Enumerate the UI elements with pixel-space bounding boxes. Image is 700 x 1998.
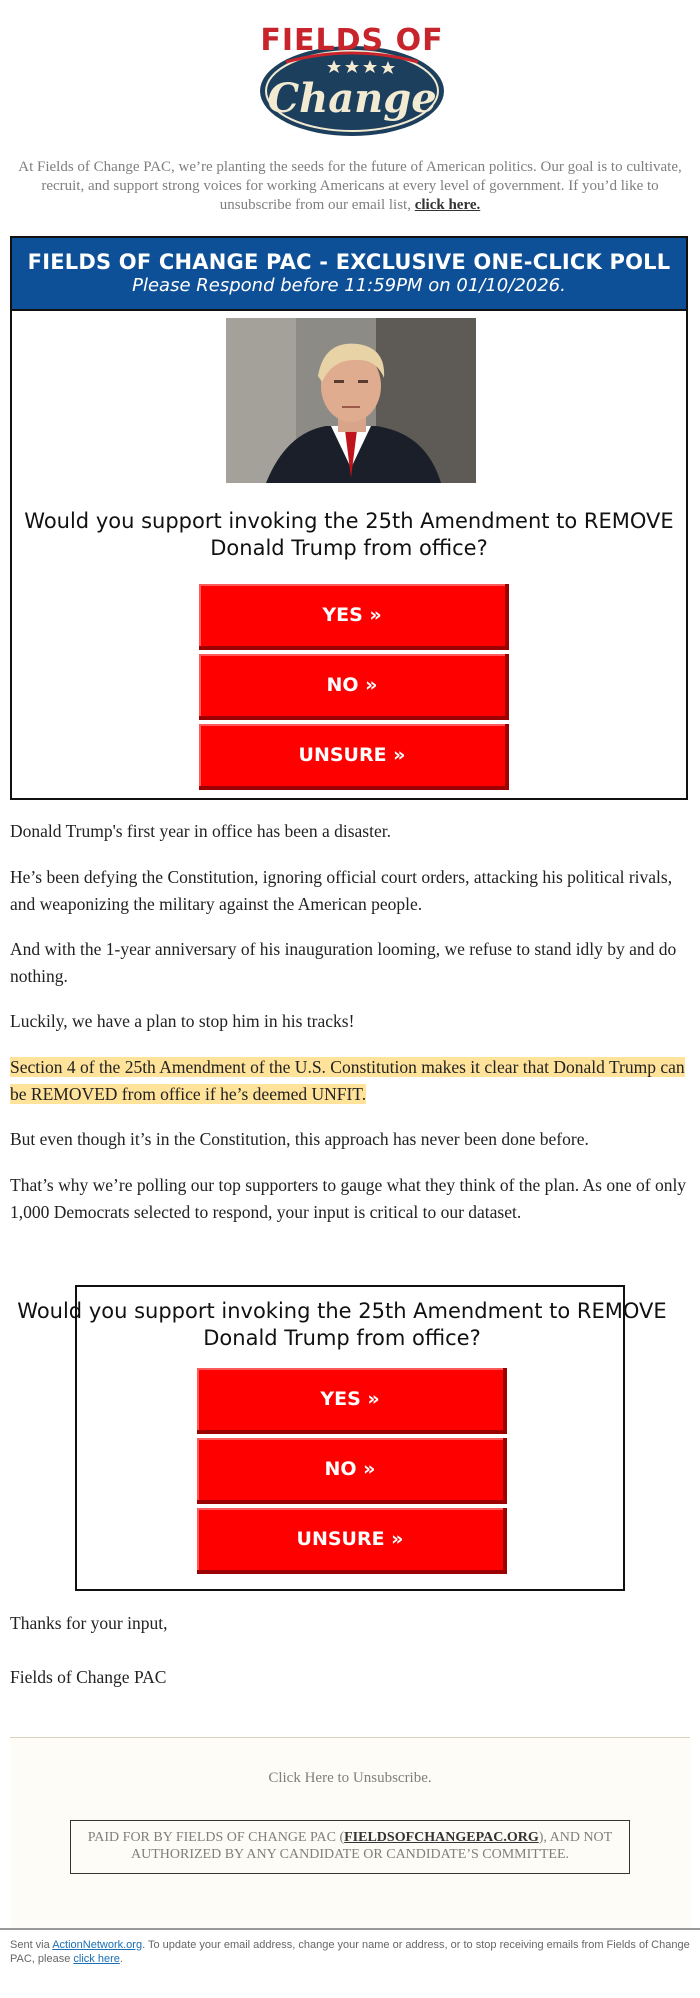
body-paragraph-1: Donald Trump's first year in office has been a disaster. (10, 821, 391, 841)
sent-via-note: Sent via ActionNetwork.org. To update your email address, change your name or address, or to stop receiving emails from Fields of Change PAC, please click here. (10, 1939, 690, 1965)
body-paragraph-2: He’s been defying the Constitution, ignoring official court orders, attacking his political rivals, and weaponizing the military against the American people. (10, 867, 673, 914)
poll-header (12, 238, 686, 311)
closing-signature: Fields of Change PAC (10, 1667, 167, 1687)
pac-website-link[interactable]: FIELDSOFCHANGEPAC.ORG (344, 1830, 539, 1845)
yes-button[interactable]: YES » (199, 584, 509, 650)
poll-header-subtitle: Please Respond before 11:59PM on 01/10/2026. (132, 275, 566, 296)
closing-thanks: Thanks for your input, (10, 1613, 168, 1633)
poll-box (10, 236, 688, 800)
body-paragraph-6: But even though it’s in the Constitution, this approach has never been done before. (10, 1129, 589, 1149)
unsure-button[interactable]: UNSURE » (199, 724, 509, 790)
paid-for-disclaimer: PAID FOR BY FIELDS OF CHANGE PAC (FIELDSOFCHANGEPAC.ORG), AND NOT AUTHORIZED BY ANY CANDIDATE OR CANDIDATE’S COMMITTEE. (70, 1820, 630, 1874)
body-paragraph-5 (10, 1054, 690, 1108)
body-paragraph-4: Luckily, we have a plan to stop him in his tracks! (10, 1011, 355, 1031)
poll-question-2: Would you support invoking the 25th Amendment to REMOVE Donald Trump from office? (17, 1299, 667, 1350)
svg-text:FIELDS OF: FIELDS OF (260, 23, 444, 58)
no-button[interactable]: NO » (199, 654, 509, 720)
unsure-button-2[interactable]: UNSURE » (197, 1508, 507, 1574)
unsubscribe-link[interactable]: Click Here to Unsubscribe. (268, 1770, 432, 1786)
trump-photo (226, 318, 476, 483)
actionnetwork-link[interactable]: ActionNetwork.org (52, 1939, 143, 1951)
poll-question: Would you support invoking the 25th Amendment to REMOVE Donald Trump from office? (24, 509, 674, 560)
intro-unsubscribe-link[interactable]: click here. (414, 197, 481, 213)
update-preferences-link[interactable]: click here (73, 1953, 120, 1965)
footer (10, 1738, 690, 1928)
poll-header-title: FIELDS OF CHANGE PAC - EXCLUSIVE ONE-CLICK POLL (27, 250, 671, 274)
sent-divider (0, 1928, 700, 1930)
yes-button-2[interactable]: YES » (197, 1368, 507, 1434)
fields-of-change-logo (258, 14, 446, 138)
svg-text:Change: Change (267, 75, 437, 122)
body-paragraph-3: And with the 1-year anniversary of his inauguration looming, we refuse to stand idly by and do nothing. (10, 939, 677, 986)
body-paragraph-7: That’s why we’re polling our top supporters to gauge what they think of the plan. As one of only 1,000 Democrats selected to respond, your input is critical to our dataset. (10, 1175, 687, 1222)
highlighted-text: Section 4 of the 25th Amendment of the U.S. Constitution makes it clear that Donald Trump can be REMOVED from office if he’s deemed UNFIT. (10, 1057, 685, 1104)
no-button-2[interactable]: NO » (197, 1438, 507, 1504)
intro-text: At Fields of Change PAC, we’re planting the seeds for the future of American politics. Our goal is to cultivate, recruit, and support strong voices for working Americans at every level of government. If you’d like to unsubscribe from our email list, click here. (18, 159, 682, 213)
